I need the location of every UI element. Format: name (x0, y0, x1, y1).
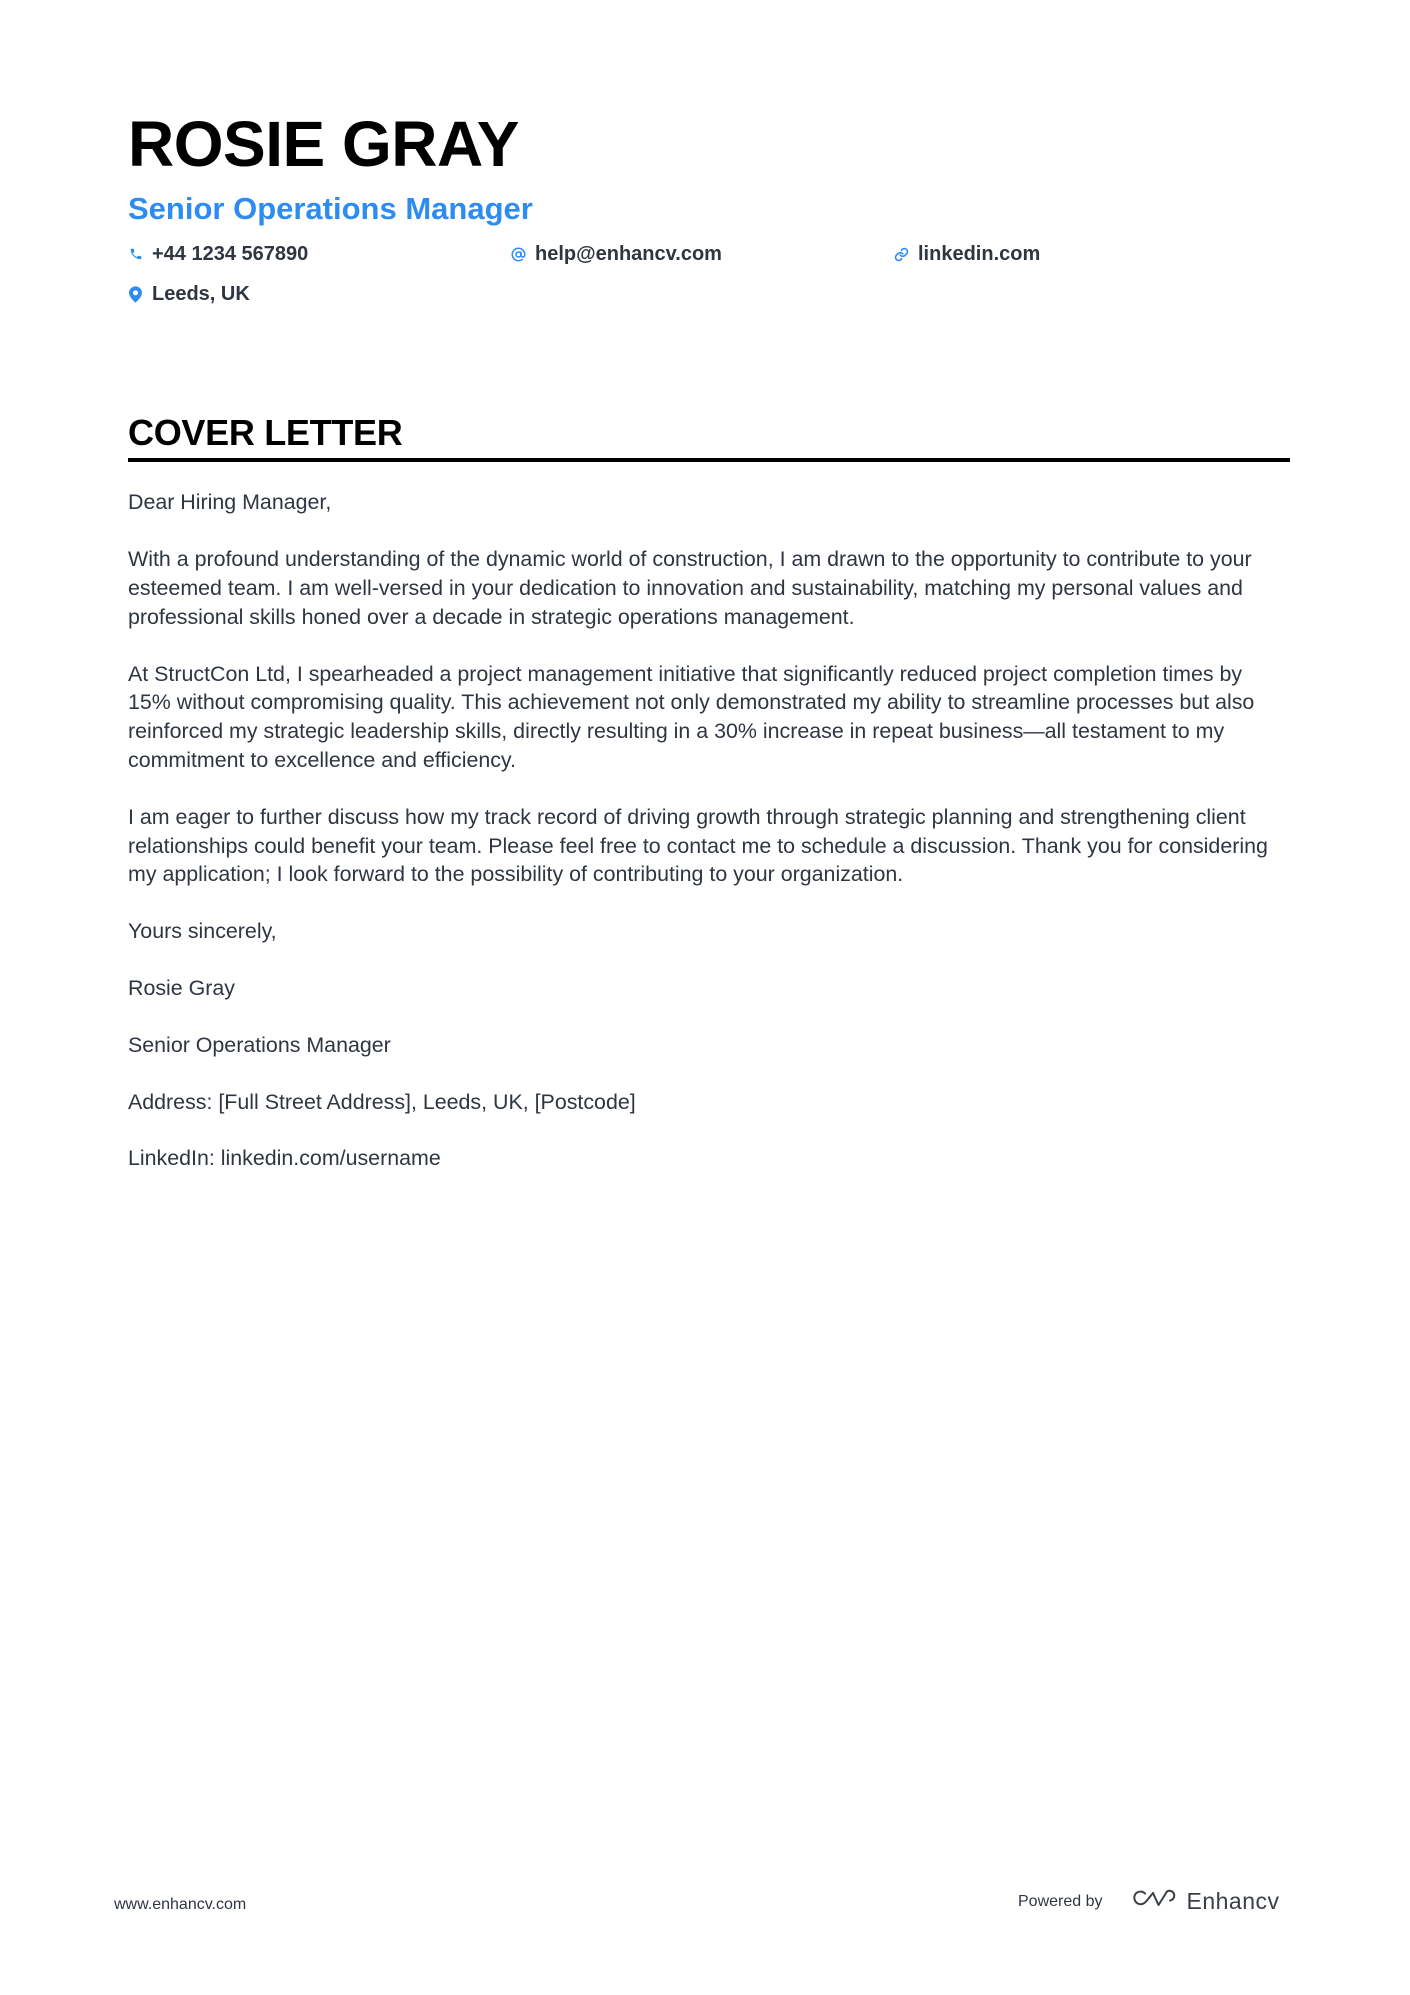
signature-name: Rosie Gray (128, 975, 235, 1000)
contact-info (128, 243, 1290, 333)
enhancv-logo-icon (1131, 1888, 1177, 1915)
email-text: help@enhancv.com (535, 242, 722, 265)
cover-letter-page (128, 96, 1290, 1201)
brand-logo[interactable] (1131, 1888, 1280, 1915)
letter-body (128, 488, 1290, 1173)
contact-email[interactable] (511, 243, 722, 266)
contact-location (128, 283, 250, 306)
powered-by-label: Powered by (1018, 1892, 1103, 1910)
phone-text: +44 1234 567890 (152, 242, 309, 265)
linkedin-text: linkedin.com (918, 242, 1041, 265)
letter-paragraph: With a profound understanding of the dynamic world of construction, I am drawn to the opportunity to contribute to your esteemed team. I am well-versed in your dedication to innovation and sustainability, matching my personal values and professional skills honed over a decade in strategic operations management. (128, 547, 1252, 629)
letter-paragraph: At StructCon Ltd, I spearheaded a project management initiative that significantly reduced project completion times by 15% without compromising quality. This achievement not only demonstrated my ability to streamline processes but also reinforced my strategic leadership skills, directly resulting in a 30% increase in repeat business—all testament to my commitment to excellence and efficiency. (128, 661, 1255, 772)
section-divider (128, 458, 1290, 462)
phone-icon (128, 245, 143, 263)
at-icon (511, 245, 526, 263)
footer-branding[interactable] (1018, 1888, 1280, 1915)
section-heading: COVER LETTER (128, 411, 403, 453)
contact-linkedin[interactable] (894, 243, 1040, 266)
letter-paragraph: I am eager to further discuss how my track record of driving growth through strategic planning and strengthening client relationships could benefit your team. Please feel free to contact me to schedule a discussion. Thank you for considering my application; I look forward to the possibility of contributing to your organization. (128, 804, 1268, 887)
signature-title: Senior Operations Manager (128, 1032, 391, 1057)
signature-linkedin: LinkedIn: linkedin.com/username (128, 1146, 441, 1171)
letter-greeting: Dear Hiring Manager, (128, 490, 332, 515)
candidate-name: ROSIE GRAY (128, 108, 519, 180)
brand-wordmark: Enhancv (1186, 1888, 1280, 1914)
location-text: Leeds, UK (152, 282, 250, 305)
link-icon (894, 245, 909, 263)
letter-closing: Yours sincerely, (128, 919, 277, 944)
contact-phone[interactable] (128, 243, 308, 266)
candidate-title: Senior Operations Manager (128, 190, 533, 226)
signature-address: Address: [Full Street Address], Leeds, UK, [Postcode] (128, 1089, 636, 1114)
footer-website[interactable]: www.enhancv.com (114, 1896, 247, 1913)
map-pin-icon (128, 285, 143, 303)
